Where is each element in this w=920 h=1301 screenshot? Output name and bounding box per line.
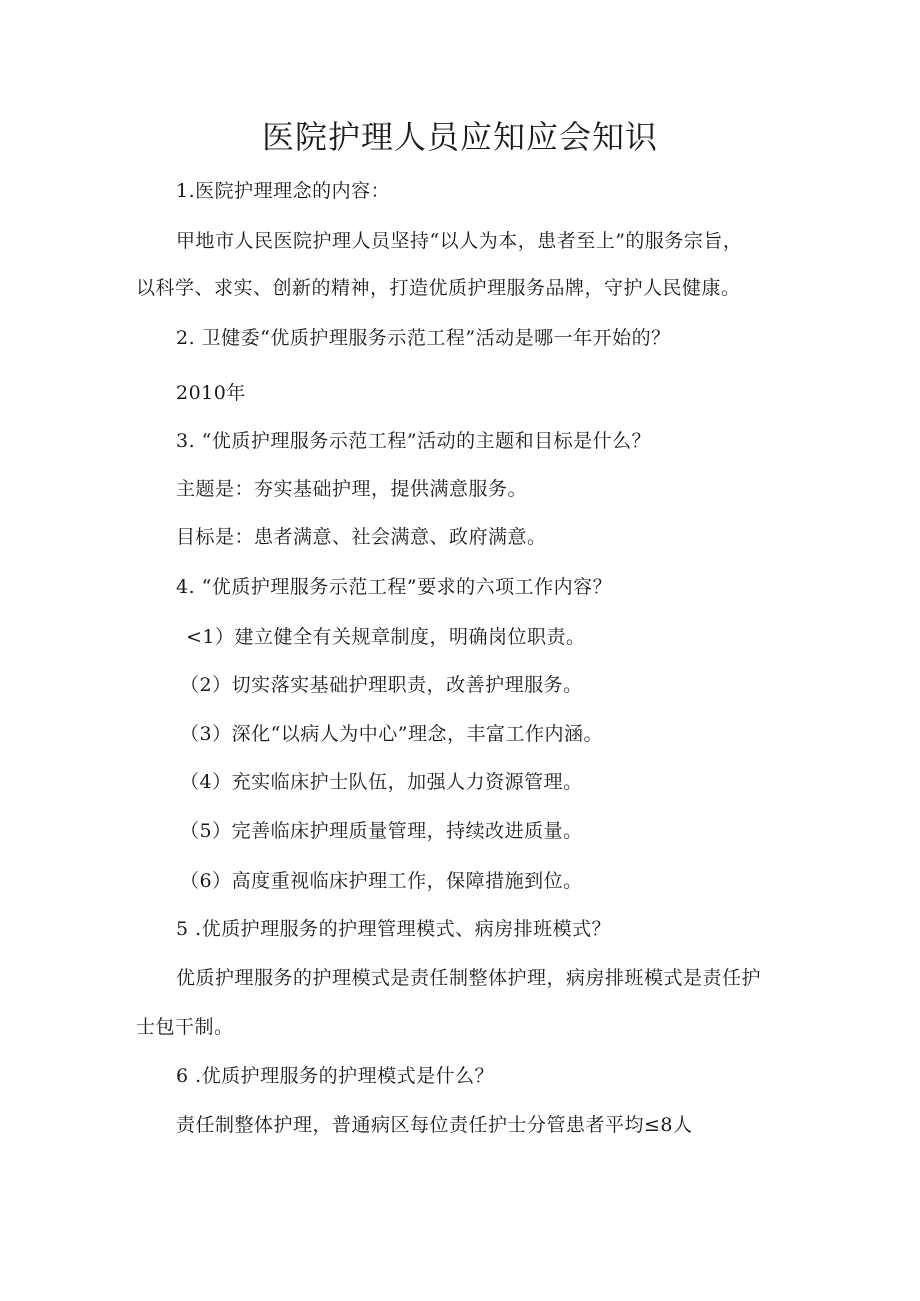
- q1-answer-line-1: 甲地市人民医院护理人员坚持“以人为本，患者至上”的服务宗旨，: [176, 230, 743, 252]
- document-title: 医院护理人员应知应会知识: [261, 118, 658, 156]
- q1-heading: 1.医院护理理念的内容：: [176, 180, 391, 202]
- q3-goal: 目标是：患者满意、社会满意、政府满意。: [176, 526, 547, 548]
- q2-heading: 2. 卫健委“优质护理服务示范工程”活动是哪一年开始的？: [176, 327, 671, 349]
- q4-item-6: （6）高度重视临床护理工作，保障措施到位。: [180, 870, 583, 892]
- q2-answer: 2010年: [176, 382, 246, 404]
- q5-answer-line-2: 士包干制。: [136, 1016, 234, 1038]
- q5-heading: 5 .优质护理服务的护理管理模式、病房排班模式？: [176, 918, 612, 940]
- q4-item-3: （3）深化“以病人为中心”理念，丰富工作内涵。: [180, 723, 604, 745]
- q4-heading: 4. “优质护理服务示范工程”要求的六项工作内容？: [176, 576, 613, 598]
- q3-heading: 3. “优质护理服务示范工程”活动的主题和目标是什么？: [176, 430, 652, 452]
- q6-heading: 6 .优质护理服务的护理模式是什么？: [176, 1065, 495, 1087]
- q4-item-5: （5）完善临床护理质量管理，持续改进质量。: [180, 820, 583, 842]
- q4-item-1: <1）建立健全有关规章制度，明确岗位职责。: [186, 626, 586, 648]
- q4-item-2: （2）切实落实基础护理职责，改善护理服务。: [180, 674, 583, 696]
- q3-theme: 主题是：夯实基础护理，提供满意服务。: [176, 478, 528, 500]
- q5-answer-line-1: 优质护理服务的护理模式是责任制整体护理，病房排班模式是责任护: [176, 967, 762, 989]
- q6-answer: 责任制整体护理，普通病区每位责任护士分管患者平均≤8人: [176, 1114, 693, 1136]
- q1-answer-line-2: 以科学、求实、创新的精神，打造优质护理服务品牌，守护人民健康。: [136, 277, 741, 299]
- q4-item-4: （4）充实临床护士队伍，加强人力资源管理。: [180, 771, 583, 793]
